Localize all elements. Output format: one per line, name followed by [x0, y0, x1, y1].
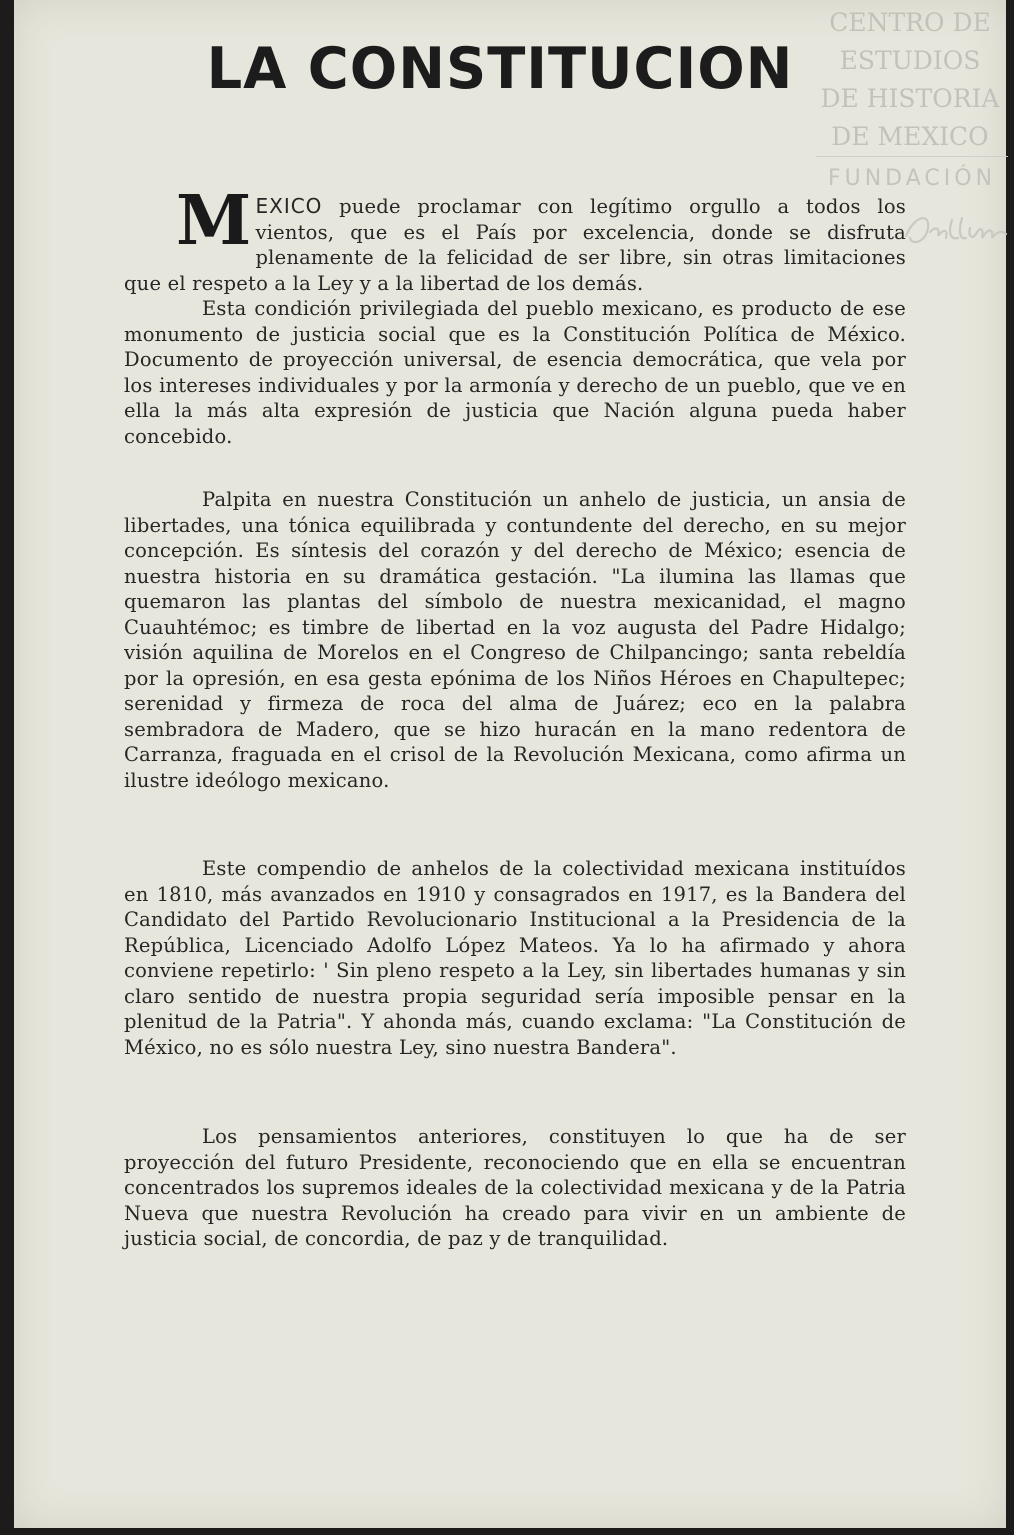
paragraph-continuation: Esta condición privilegiada del pueblo mexicano, es producto de ese monumento de justicia social que es la Constitución Política de México. Documento de proyección universal, de esencia democrática, que vela por los intereses individuales y por la armonía y derecho de un pueblo, que ve en ella la más alta expresión de justicia que Nación alguna pueda haber concebido. [124, 297, 906, 448]
watermark-line: DE MEXICO [831, 122, 989, 151]
watermark-line: CENTRO DE [829, 8, 991, 37]
paragraph-heritage: Palpita en nuestra Constitución un anhelo de justicia, un ansia de libertades, una tónica equilibrada y contundente del derecho, en su mejor concepción. Es síntesis del corazón y del derecho de México; esencia de nuestra historia en su dramática gestación. "La ilumina las llamas que quemaron las plantas del símbolo de nuestra mexicanidad, el magno Cuauhtémoc; es timbre de libertad en la voz augusta del Padre Hidalgo; visión aquilina de Morelos en el Congreso de Chilpancingo; santa rebeldía por la opresión, en esa gesta epónima de los Niños Héroes en Chapultepec; serenidad y firmeza de roca del alma de Juárez; eco en la palabra sembradora de Madero, que se hizo huracán en la mano redentora de Carranza, fraguada en el crisol de la Revolución Mexicana, como afirma un ilustre ideólogo mexicano. [124, 488, 906, 792]
paragraph-text: puede proclamar con legítimo orgullo a todos los vientos, que es el País por excelencia, donde se disfruta plenamente de la felicidad de ser libre, sin otras limitaciones que el respeto a la Ley y a la libertad de los demás. [124, 195, 906, 295]
signature-watermark [900, 198, 1012, 258]
watermark-line: DE HISTORIA [820, 84, 1000, 113]
paragraph-conclusion: Los pensamientos anteriores, constituyen lo que ha de ser proyección del futuro Presidente, reconociendo que en ella se encuentran concentrados los supremos ideales de la colectividad mexicana y de la Patria Nueva que nuestra Revolución ha creado para vivir en un ambiente de justicia social, de concordia, de paz y de tranquilidad. [124, 1125, 906, 1250]
paragraph-candidate: Este compendio de anhelos de la colectividad mexicana instituídos en 1810, más avanzados en 1910 y consagrados en 1917, es la Bandera del Candidato del Partido Revolucionario Institucional a la Presidencia de la República, Licenciado Adolfo López Mateos. Ya lo ha afirmado y ahora conviene repetirlo: ' Sin pleno respeto a la Ley, sin libertades humanas y sin claro sentido de nuestra propia seguridad sería imposible pensar en la plenitud de la Patria". Y ahonda más, cuando exclama: "La Constitución de México, no es sólo nuestra Ley, sino nuestra Bandera". [124, 857, 906, 1059]
watermark-line: ESTUDIOS [839, 46, 981, 75]
dropcap-letter: M [176, 181, 252, 261]
paragraph-intro [124, 181, 906, 449]
dropcap-word-rest: EXICO [255, 194, 323, 218]
watermark-foundation: FUNDACIÓN [827, 166, 997, 191]
page-title: LA CONSTITUCION [206, 36, 794, 102]
watermark-divider [816, 156, 1008, 157]
